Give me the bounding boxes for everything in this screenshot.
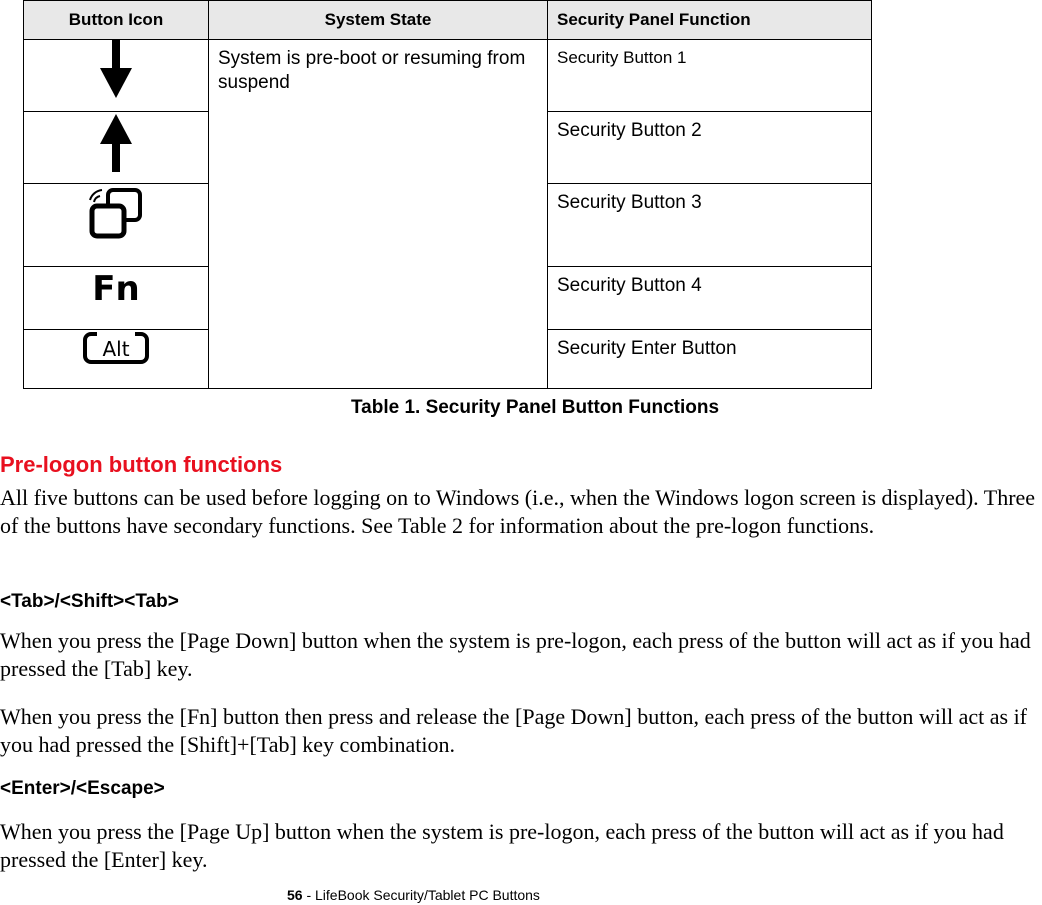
table-row xyxy=(24,40,872,112)
arrow-down-icon xyxy=(96,40,136,100)
fn-key-icon xyxy=(86,267,146,307)
function-cell: Security Button 4 xyxy=(548,267,872,330)
table-caption: Table 1. Security Panel Button Functions xyxy=(350,397,720,418)
header-security-function: Security Panel Function xyxy=(548,1,872,40)
page-footer xyxy=(287,887,540,903)
footer-text: - LifeBook Security/Tablet PC Buttons xyxy=(302,887,540,903)
tab-shift-tab-heading: <Tab>/<Shift><Tab> xyxy=(0,591,179,612)
shift-tab-paragraph: When you press the [Fn] button then press and release the [Page Down] button, each press of the button will act as if you had pressed the [Shift]+[Tab] key combination. xyxy=(0,704,1028,757)
alt-key-label: Alt xyxy=(102,337,130,361)
function-cell: Security Enter Button xyxy=(548,330,872,389)
icon-cell xyxy=(24,40,209,112)
tab-paragraph: When you press the [Page Down] button when the system is pre-logon, each press of the button will act as if you had pressed the [Tab] key. xyxy=(0,628,1031,681)
page-number: 56 xyxy=(287,887,303,903)
function-cell: Security Button 3 xyxy=(548,184,872,267)
system-state-cell: System is pre-boot or resuming from suspend xyxy=(209,40,548,389)
window-switch-icon xyxy=(86,184,146,244)
intro-paragraph: All five buttons can be used before logging on to Windows (i.e., when the Windows logon screen is displayed). Three of the buttons have secondary functions. See Table 2 for information about the pre-logon functions. xyxy=(0,485,1036,538)
icon-cell xyxy=(24,184,209,267)
enter-paragraph: When you press the [Page Up] button when the system is pre-logon, each press of the button will act as if you had pressed the [Enter] key. xyxy=(0,819,1004,872)
icon-cell xyxy=(24,267,209,330)
function-cell: Security Button 2 xyxy=(548,112,872,184)
arrow-up-icon xyxy=(96,112,136,172)
alt-key-icon xyxy=(83,330,149,366)
table-header-row xyxy=(24,1,872,40)
security-panel-table xyxy=(23,0,872,389)
fn-key-label: Fn xyxy=(92,269,140,307)
header-system-state: System State xyxy=(209,1,548,40)
enter-escape-heading: <Enter>/<Escape> xyxy=(0,778,165,799)
section-heading: Pre-logon button functions xyxy=(0,452,283,477)
icon-cell xyxy=(24,112,209,184)
function-cell: Security Button 1 xyxy=(548,40,872,112)
header-button-icon: Button Icon xyxy=(24,1,209,40)
icon-cell xyxy=(24,330,209,389)
